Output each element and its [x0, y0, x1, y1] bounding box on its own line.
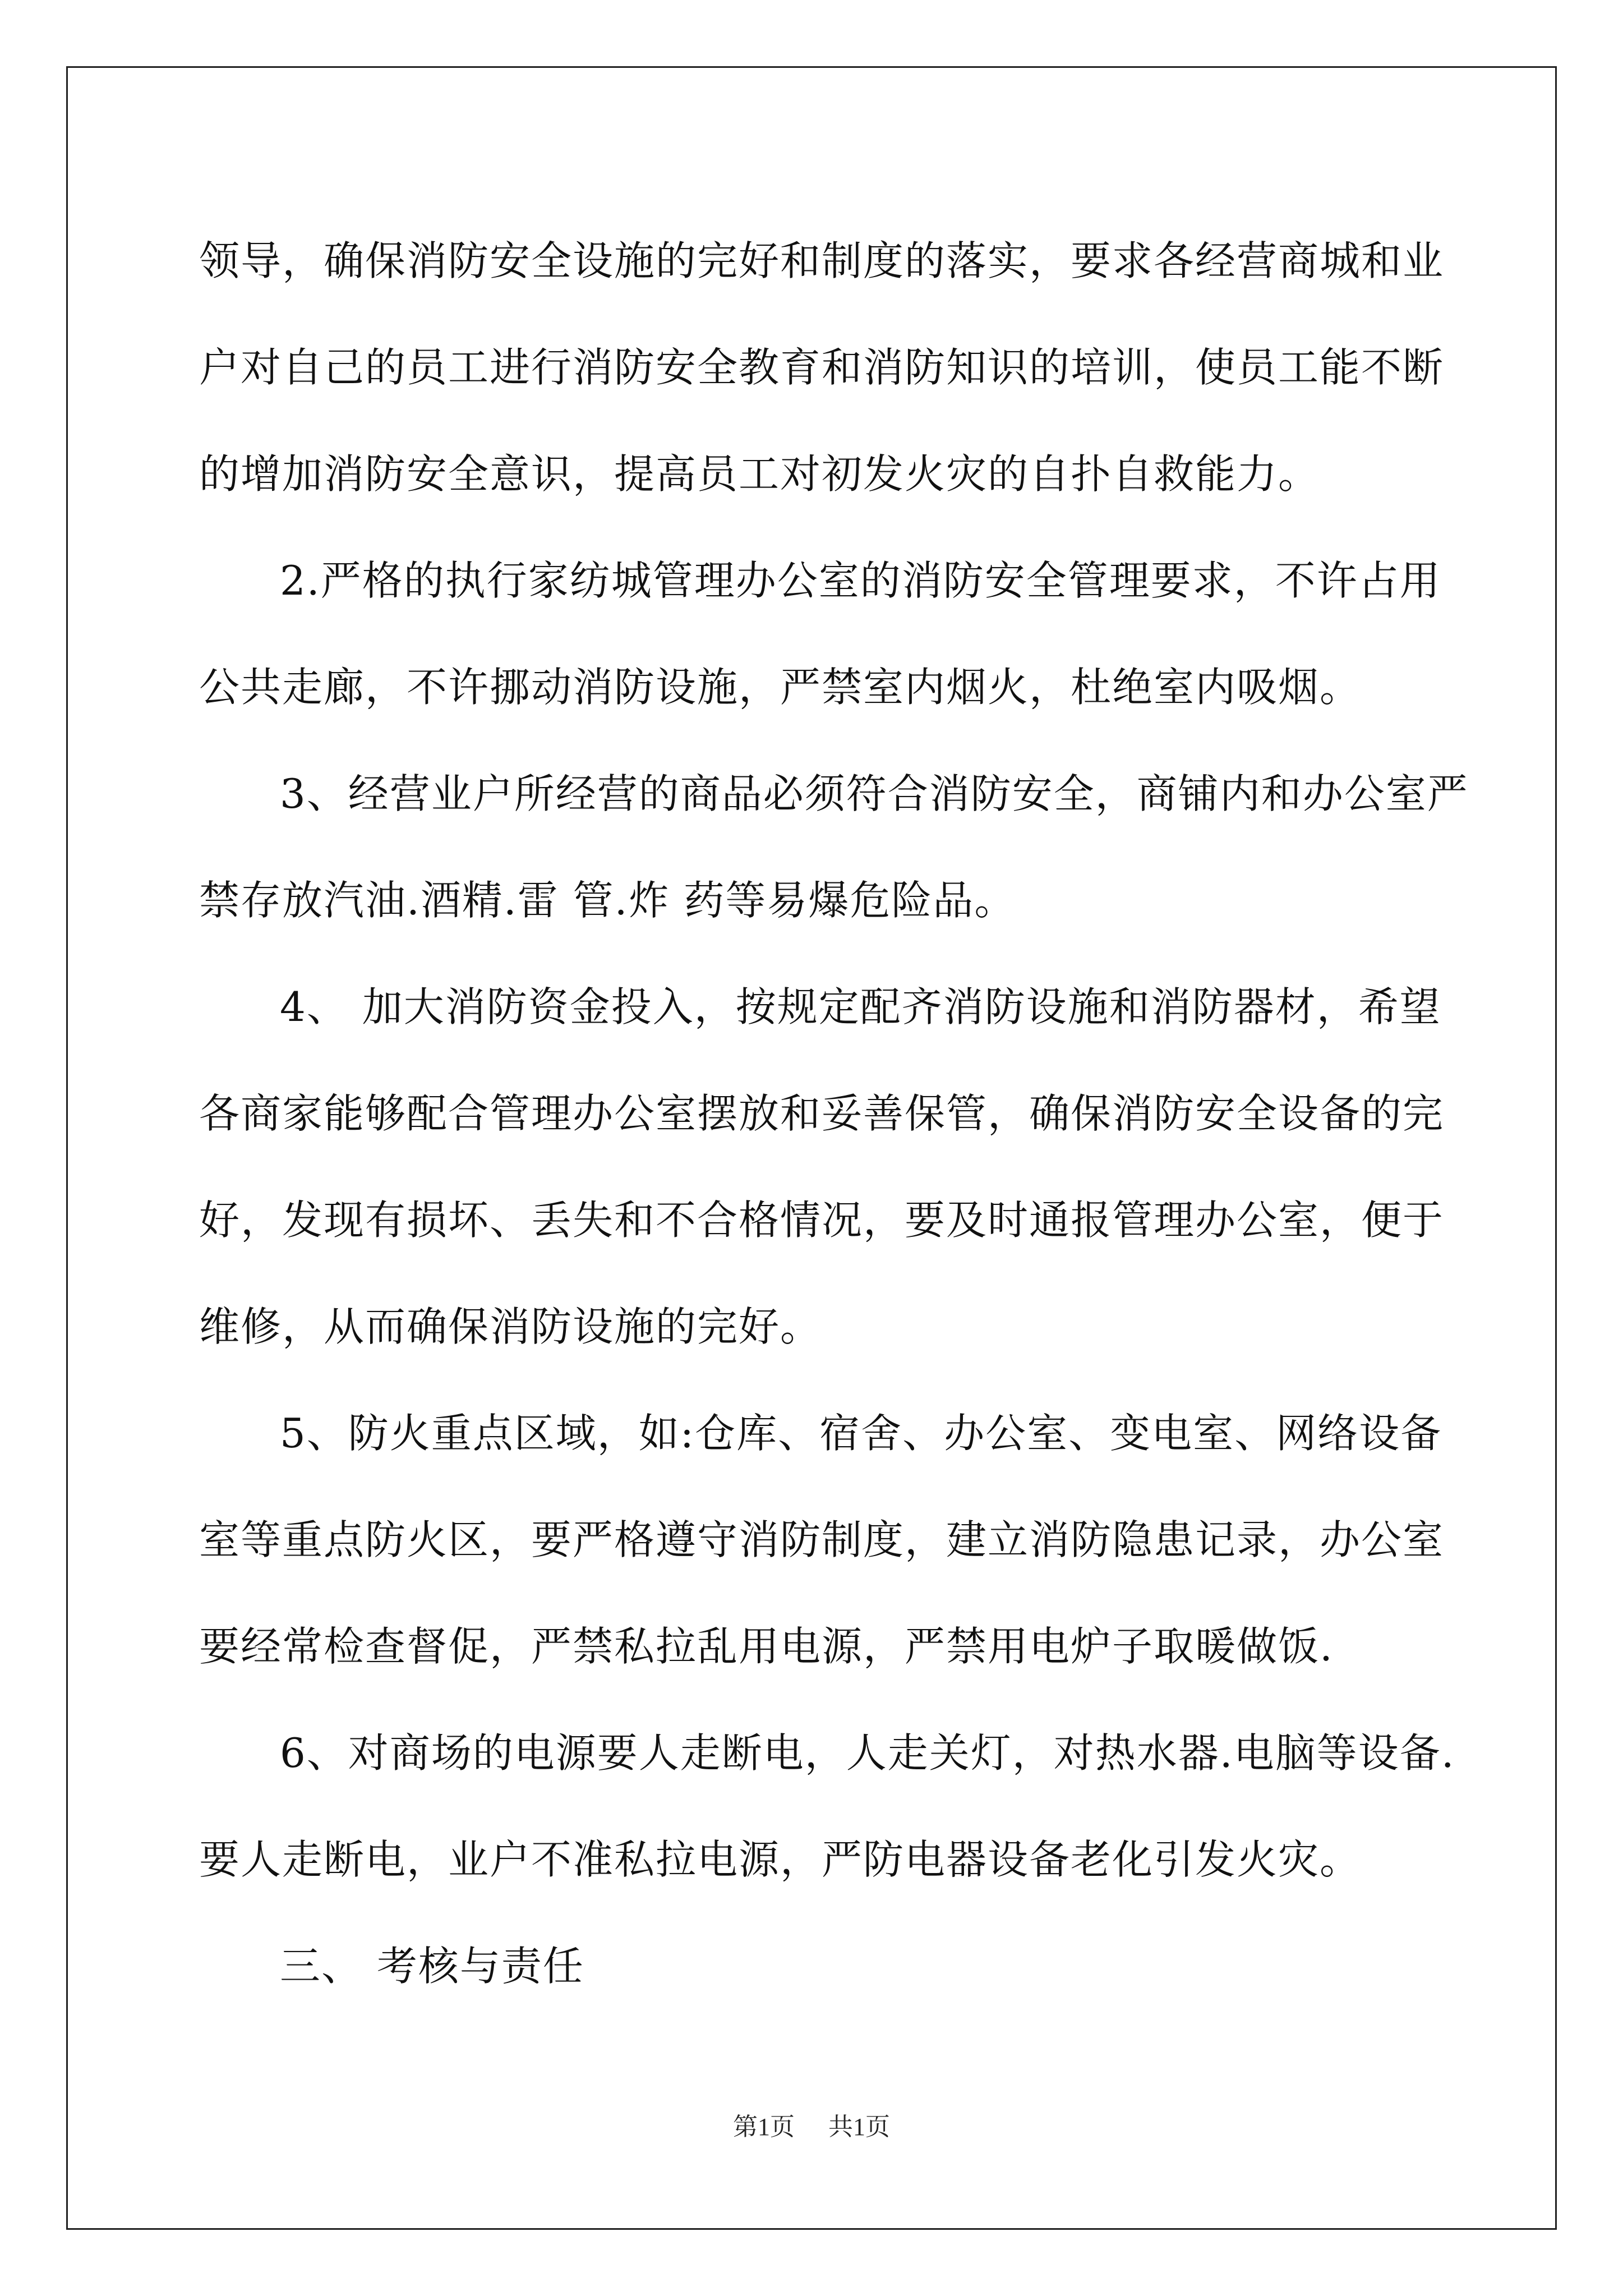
text-line-12: 5、防火重点区域，如:仓库、宿舍、办公室、变电室、网络设备 — [280, 1410, 1442, 1457]
page-number-total: 共1页 — [828, 2113, 890, 2141]
text-line-9: 各商家能够配合管理办公室摆放和妥善保管，确保消防安全设备的完 — [199, 1090, 1445, 1137]
text-line-5: 公共走廊，不许挪动消防设施，严禁室内烟火，杜绝室内吸烟。 — [199, 664, 1362, 711]
text-line-16: 要人走断电，业户不准私拉电源，严防电器设备老化引发火灾。 — [199, 1836, 1362, 1883]
section-heading: 三、 考核与责任 — [280, 1943, 584, 1990]
text-line-10: 好，发现有损坏、丢失和不合格情况，要及时通报管理办公室，便于 — [199, 1197, 1445, 1244]
text-line-1: 领导，确保消防安全设施的完好和制度的落实，要求各经营商城和业 — [199, 237, 1445, 284]
text-line-7: 禁存放汽油.酒精.雷 管.炸 药等易爆危险品。 — [199, 877, 1016, 924]
text-line-13: 室等重点防火区，要严格遵守消防制度，建立消防隐患记录，办公室 — [199, 1516, 1445, 1563]
text-line-4: 2.严格的执行家纺城管理办公室的消防安全管理要求，不许占用 — [280, 557, 1441, 604]
document-body — [199, 208, 1469, 2019]
text-line-2: 户对自己的员工进行消防安全教育和消防知识的培训，使员工能不断 — [199, 344, 1445, 391]
text-line-11: 维修，从而确保消防设施的完好。 — [199, 1303, 822, 1350]
page-number-current: 第1页 — [733, 2113, 795, 2141]
text-line-15: 6、对商场的电源要人走断电，人走关灯，对热水器.电脑等设备. — [280, 1729, 1455, 1777]
page-footer — [0, 2106, 1623, 2142]
text-line-3: 的增加消防安全意识，提高员工对初发火灾的自扑自救能力。 — [199, 450, 1320, 498]
text-line-14: 要经常检查督促，严禁私拉乱用电源，严禁用电炉子取暖做饭. — [199, 1623, 1334, 1670]
text-line-8: 4、 加大消防资金投入，按规定配齐消防设施和消防器材，希望 — [280, 983, 1441, 1030]
text-line-6: 3、经营业户所经营的商品必须符合消防安全，商铺内和办公室严 — [280, 770, 1469, 817]
